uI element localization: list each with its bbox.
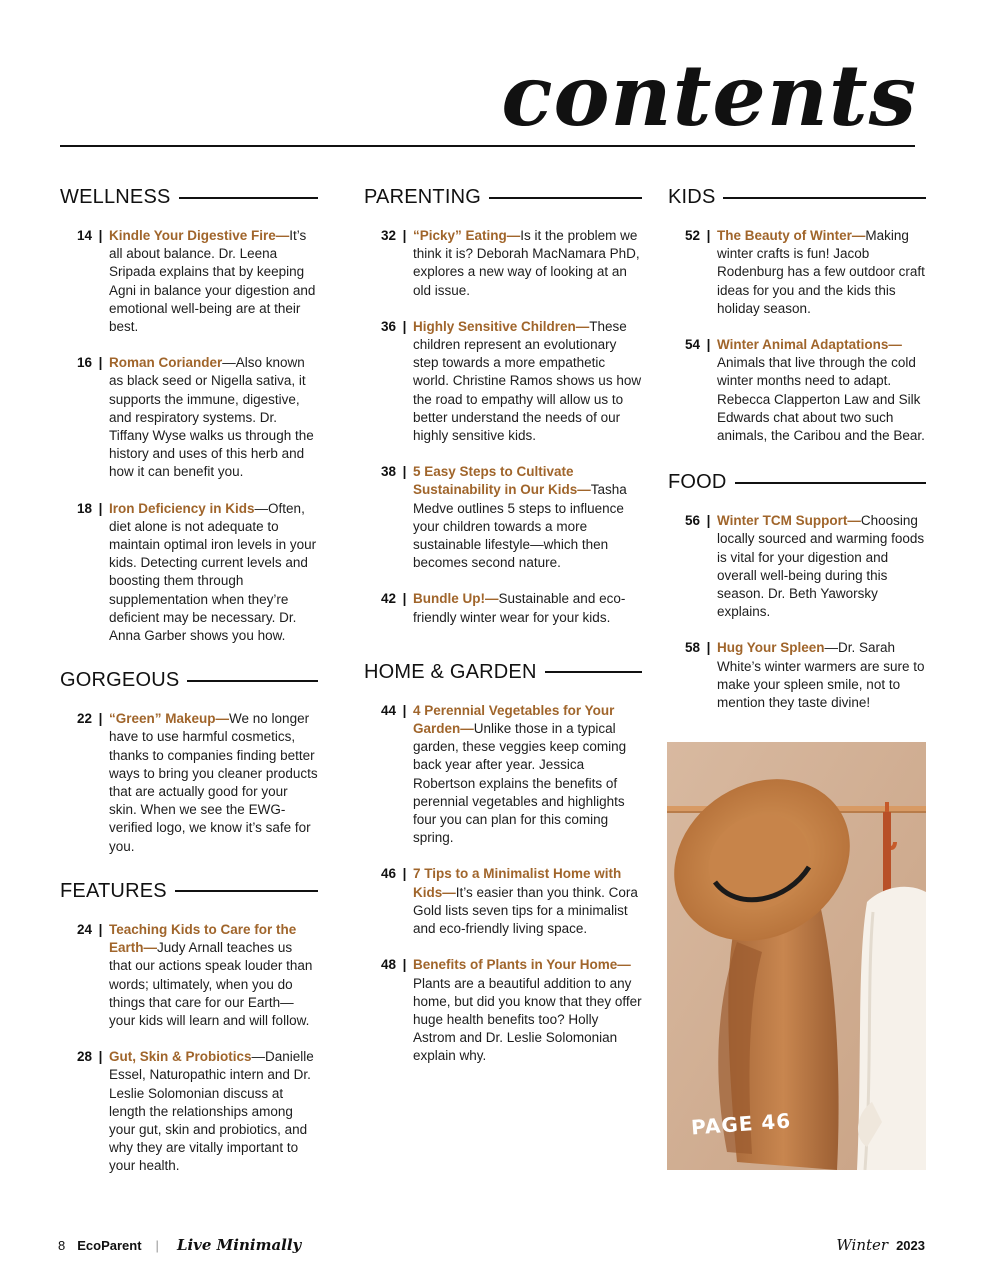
entry-page-number: 16 xyxy=(76,355,92,371)
toc-entry[interactable] xyxy=(364,463,642,572)
entry-divider: | xyxy=(706,337,711,353)
entry-page-number: 28 xyxy=(76,1049,92,1065)
toc-entry[interactable] xyxy=(364,702,642,848)
entry-page-number: 44 xyxy=(380,702,396,718)
section-rule xyxy=(187,680,318,682)
toc-entry[interactable] xyxy=(364,227,642,300)
toc-entry[interactable] xyxy=(60,354,318,481)
toc-entry[interactable] xyxy=(364,865,642,938)
entry-divider: | xyxy=(98,711,103,727)
entry-description: Sustainable and eco-friendly winter wear for your kids. xyxy=(413,591,626,625)
entry-page-number: 22 xyxy=(76,711,92,727)
entry-divider: | xyxy=(402,464,407,480)
entry-description: —Also known as black seed or Nigella sativa, it supports the immune, digestive, and respiratory systems. Dr. Tiffany Wyse walks us through the history and uses of this herb and how it can benefit you. xyxy=(109,355,314,480)
entry-page-number: 36 xyxy=(380,318,396,334)
entry-text xyxy=(413,227,642,300)
toc-entry[interactable] xyxy=(60,710,318,856)
section-title: HOME & GARDEN xyxy=(364,660,537,683)
section-rule xyxy=(179,197,318,199)
entry-description: Judy Arnall teaches us that our actions speak louder than words; ultimately, when you do things that care for our Earth—your kids will learn and will follow. xyxy=(109,940,313,1028)
entry-divider: | xyxy=(402,228,407,243)
entry-text xyxy=(109,1048,318,1175)
toc-entry[interactable] xyxy=(364,590,642,626)
footer-year: 2023 xyxy=(896,1237,925,1253)
section-heading xyxy=(364,661,642,684)
footer-brand: EcoParent xyxy=(77,1237,142,1253)
toc-entry[interactable] xyxy=(668,512,926,621)
entry-description: These children represent an evolutionary step towards a more empathetic world. Christine Ramos shows us how the road to empathy will allow us to better understand the needs of our highly sensitive kids. xyxy=(413,318,642,444)
entry-page-number: 56 xyxy=(684,513,700,529)
section-title: KIDS xyxy=(668,186,716,208)
title-rule xyxy=(60,145,915,147)
entry-text xyxy=(717,639,926,712)
toc-entry[interactable] xyxy=(668,227,926,318)
entry-description: Choosing locally sourced and warming foods is vital for your digestion and overall well-being during this season. Dr. Beth Yaworsky explains. xyxy=(717,513,925,620)
entry-description: —Often, diet alone is not adequate to maintain optimal iron levels in your kids. Detecting current levels and boosting them through supplementation when they’re deficient may be necessary. Dr. Anna Garber shows you how. xyxy=(109,500,317,644)
entry-divider: | xyxy=(98,1049,103,1065)
entry-divider: | xyxy=(98,228,103,243)
entry-page-number: 18 xyxy=(76,500,92,516)
entry-text xyxy=(717,512,926,621)
photo-caption: PAGE 46 xyxy=(690,1108,792,1140)
entry-description: It’s easier than you think. Cora Gold lists seven tips for a minimalist and eco-friendly living space. xyxy=(413,884,638,937)
entry-divider: | xyxy=(402,702,407,718)
toc-entry[interactable] xyxy=(364,318,642,445)
entry-description: Is it the problem we think it is? Deborah MacNamara PhD, explores a new way of looking at an old issue. xyxy=(413,228,640,298)
section-heading xyxy=(668,186,926,209)
entry-page-number: 48 xyxy=(380,957,396,973)
section-right-0 xyxy=(668,186,926,445)
entry-text xyxy=(717,227,926,318)
entry-page-number: 46 xyxy=(380,866,396,882)
entry-text xyxy=(109,500,318,646)
left-column xyxy=(60,186,318,1194)
entry-divider: | xyxy=(706,228,711,243)
entry-text xyxy=(413,318,642,445)
toc-entry[interactable] xyxy=(60,921,318,1030)
section-title: FOOD xyxy=(668,471,727,494)
entry-title[interactable]: “Green” Makeup— xyxy=(109,711,230,727)
section-heading xyxy=(668,471,926,494)
footer-page-number: 8 xyxy=(58,1237,66,1253)
entry-page-number: 54 xyxy=(684,337,700,353)
entry-title[interactable]: Bundle Up!— xyxy=(413,591,499,607)
toc-entry[interactable] xyxy=(60,1048,318,1175)
entry-title[interactable]: Highly Sensitive Children— xyxy=(413,318,590,334)
entry-description: Plants are a beautiful addition to any home, but did you know that they offer huge health benefits too? Holly Astrom and Dr. Leslie Solomonian explain why. xyxy=(413,975,642,1064)
entry-page-number: 32 xyxy=(380,228,396,243)
section-title: FEATURES xyxy=(60,879,167,902)
entry-title[interactable]: 5 Easy Steps to Cultivate Sustainability in Our Kids— xyxy=(413,464,591,498)
entry-divider: | xyxy=(98,500,103,516)
footer-separator: | xyxy=(155,1237,159,1253)
right-column xyxy=(668,186,926,730)
entry-title[interactable]: Roman Coriander xyxy=(109,355,223,371)
entry-text xyxy=(413,590,642,626)
section-left-2 xyxy=(60,880,318,1176)
entry-description: Animals that live through the cold winter months need to adapt. Rebecca Clapperton Law and Silk Edwards chat about two such animals, the Caribou and the Bear. xyxy=(717,355,925,444)
entry-page-number: 52 xyxy=(684,228,700,243)
section-heading xyxy=(364,186,642,209)
entry-text xyxy=(109,921,318,1030)
footer-tagline: Live Minimally xyxy=(176,1236,302,1254)
entry-divider: | xyxy=(706,513,711,529)
entry-divider: | xyxy=(98,921,103,937)
entry-title[interactable]: Hug Your Spleen xyxy=(717,640,825,656)
section-left-0 xyxy=(60,186,318,645)
entry-page-number: 42 xyxy=(380,591,396,607)
toc-entry[interactable] xyxy=(60,500,318,646)
section-heading xyxy=(60,880,318,903)
entry-text xyxy=(109,354,318,481)
entry-title[interactable]: Kindle Your Digestive Fire— xyxy=(109,228,290,243)
section-heading xyxy=(60,669,318,692)
entry-text xyxy=(413,702,642,848)
entry-description: We no longer have to use harmful cosmetics, thanks to companies finding better ways to bring you cleaner products that are actually good for your skin. When we see the EWG-verified logo, we know it’s safe for you. xyxy=(109,711,318,854)
entry-divider: | xyxy=(402,866,407,882)
section-title: WELLNESS xyxy=(60,186,171,208)
entry-page-number: 14 xyxy=(76,228,92,243)
entry-text xyxy=(413,865,642,938)
entry-description: It’s all about balance. Dr. Leena Sripada explains that by keeping Agni in balance your digestion and emotional well-being are at their best. xyxy=(109,228,316,335)
entry-title[interactable]: Gut, Skin & Probiotics xyxy=(109,1049,252,1065)
section-middle-0 xyxy=(364,186,642,627)
section-left-1 xyxy=(60,669,318,856)
entry-divider: | xyxy=(402,957,407,973)
section-heading xyxy=(60,186,318,209)
entry-title[interactable]: Winter TCM Support— xyxy=(717,513,861,529)
entry-page-number: 58 xyxy=(684,640,700,656)
page-footer xyxy=(58,1236,925,1256)
entry-text xyxy=(109,227,318,336)
section-middle-1 xyxy=(364,661,642,1066)
section-right-1 xyxy=(668,471,926,712)
entry-description: Making winter crafts is fun! Jacob Rodenburg has a few outdoor craft ideas for you and the kids this holiday season. xyxy=(717,228,925,316)
entry-divider: | xyxy=(98,355,103,371)
entry-title[interactable]: Benefits of Plants in Your Home— xyxy=(413,957,631,973)
entry-text xyxy=(717,336,926,445)
entry-title[interactable]: The Beauty of Winter— xyxy=(717,228,866,243)
entry-title[interactable]: Winter Animal Adaptations— xyxy=(717,337,902,353)
toc-entry[interactable] xyxy=(60,227,318,336)
page-title: contents xyxy=(501,46,917,145)
entry-text xyxy=(109,710,318,856)
footer-season: Winter xyxy=(836,1236,889,1254)
toc-entry[interactable] xyxy=(364,956,642,1065)
section-rule xyxy=(723,197,926,199)
section-title: PARENTING xyxy=(364,186,481,208)
hat-and-clothes-illustration xyxy=(667,742,926,1170)
entry-title[interactable]: “Picky” Eating— xyxy=(413,228,521,243)
entry-title[interactable]: 4 Perennial Vegetables for Your Garden— xyxy=(413,702,615,737)
entry-page-number: 24 xyxy=(76,921,92,937)
entry-title[interactable]: Iron Deficiency in Kids xyxy=(109,500,255,516)
entry-description: —Danielle Essel, Naturopathic intern and Dr. Leslie Solomonian discuss at length the relationships among your gut, skin and probiotics, and why they are vitally important to your health. xyxy=(109,1049,314,1174)
entry-description: Tasha Medve outlines 5 steps to influence your children towards a more sustainable lifestyle—which then becomes second nature. xyxy=(413,482,627,571)
entry-title[interactable]: 7 Tips to a Minimalist Home with Kids— xyxy=(413,866,622,900)
section-rule xyxy=(175,890,318,892)
section-title: GORGEOUS xyxy=(60,669,180,692)
toc-entry[interactable] xyxy=(668,336,926,445)
toc-entry[interactable] xyxy=(668,639,926,712)
entry-text xyxy=(413,463,642,572)
entry-divider: | xyxy=(402,318,407,334)
entry-page-number: 38 xyxy=(380,464,396,480)
entry-divider: | xyxy=(706,640,711,656)
feature-photo xyxy=(667,742,926,1170)
entry-divider: | xyxy=(402,591,407,607)
entry-title[interactable]: Teaching Kids to Care for the Earth— xyxy=(109,921,297,956)
section-rule xyxy=(489,197,642,199)
entry-description: Unlike those in a typical garden, these veggies keep coming back year after year. Jessica Robertson explains the benefits of perennial vegetables and highlights four you can plan for this coming spring. xyxy=(413,721,627,846)
entry-description: —Dr. Sarah White’s winter warmers are sure to make your spleen smile, not to mention they taste divine! xyxy=(717,640,925,711)
section-rule xyxy=(545,671,642,673)
middle-column xyxy=(364,186,642,1084)
entry-text xyxy=(413,956,642,1065)
section-rule xyxy=(735,482,926,484)
